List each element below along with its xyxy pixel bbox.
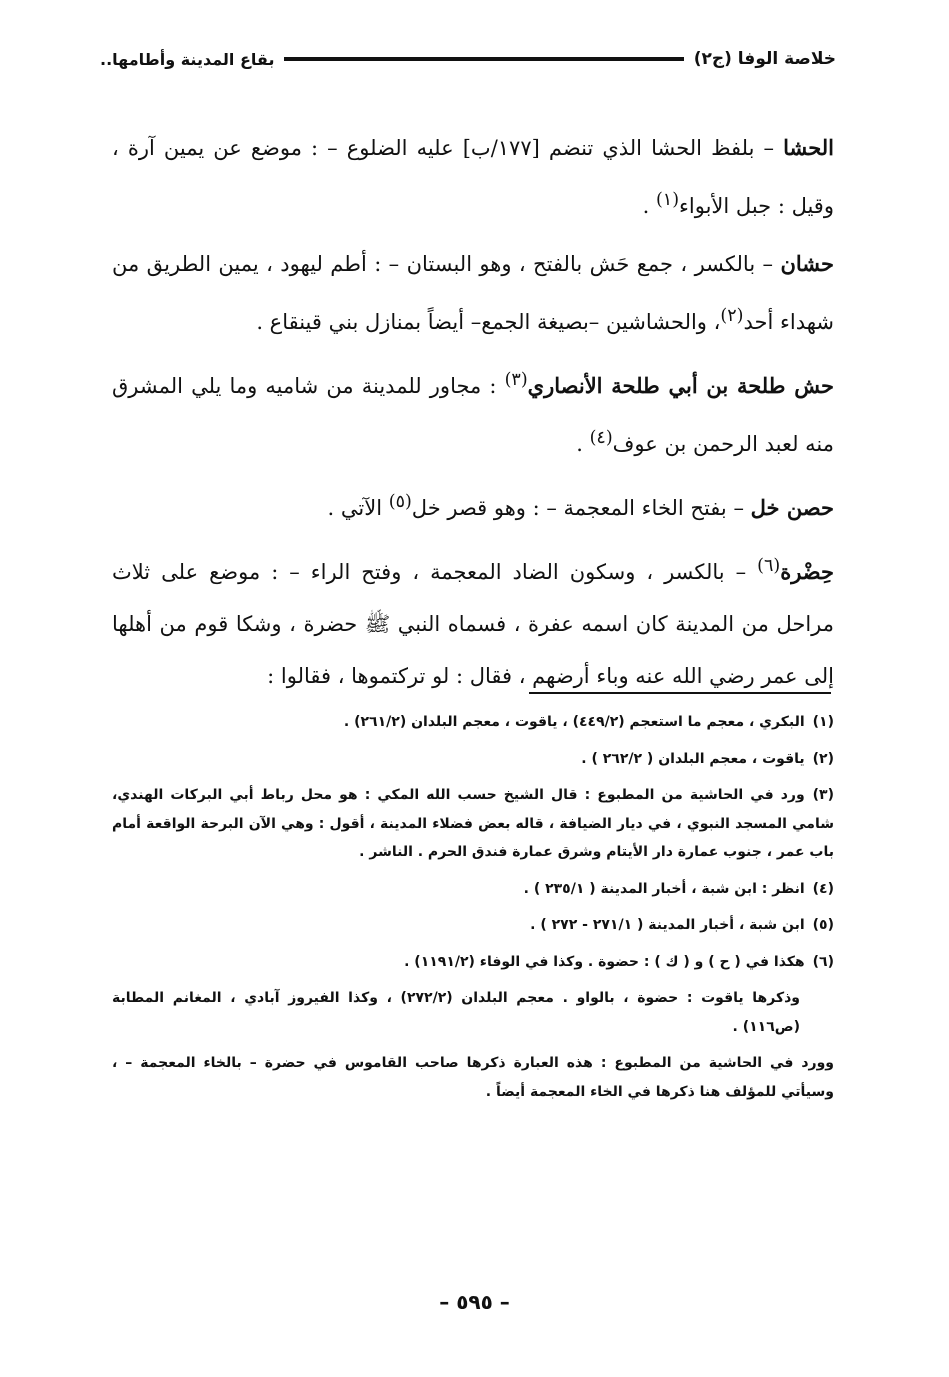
footnote-6-note: وورد في الحاشية من المطبوع : هذه العبارة ذكرها صاحب القاموس في حضرة – بالخاء المعجمة – ، وسيأتي للمؤلف هنا ذكرها في الخاء المعجمة أيضاً .	[112, 1055, 834, 1100]
footnote-text: انظر : ابن شبة ، أخبار المدينة ( ٢٣٥/١ ) .	[523, 880, 805, 897]
entry-text-end: .	[576, 432, 590, 456]
entry-text-end: الآتي .	[327, 496, 389, 520]
footnote-ref[interactable]: (٥)	[388, 492, 412, 512]
entry-headword: حصن خل	[750, 495, 834, 520]
footnote-6	[112, 948, 834, 977]
entry-al-hasha	[112, 122, 834, 232]
footnote-number: (٤)	[812, 880, 834, 897]
entry-text: – بلفظ الحشا الذي تنضم [١٧٧/ب] عليه الضلوع – : موضع عن يمين آرة ، وقيل : جبل الأبواء	[112, 136, 834, 218]
entry-text-end: .	[642, 194, 656, 218]
footnote-text: هكذا في ( ح ) و ( ك ) : حضوة . وكذا في الوفاء (١١٩١/٢) .	[404, 953, 805, 970]
footnote-number: (١)	[812, 714, 834, 730]
footnote-4	[112, 875, 834, 904]
entry-hidra	[112, 540, 834, 702]
footnote-text: ياقوت ، معجم البلدان ( ٢٦٢/٢ ) .	[581, 750, 805, 767]
entry-hash-talha	[112, 354, 834, 470]
footnote-2	[112, 745, 834, 774]
footnote-ref[interactable]: (٣)	[504, 370, 528, 390]
entry-hashshan	[112, 238, 834, 348]
footnote-ref[interactable]: (٢)	[720, 306, 744, 326]
footnote-1	[112, 708, 834, 737]
entry-hisn-khal	[112, 476, 834, 534]
footnote-6-continuation: وذكرها ياقوت : حضوة ، بالواو . معجم البلدان (٢٧٢/٢) ، وكذا الفيروز آبادي ، المغانم المطابة (ص١١٦) .	[112, 990, 800, 1035]
footnote-5	[112, 911, 834, 940]
footnote-separator	[529, 692, 831, 694]
footnote-3	[112, 781, 834, 867]
entry-text: : مجاور للمدينة من شاميه وما يلي المشرق منه لعبد الرحمن بن عوف	[112, 374, 834, 456]
footnote-text: ورد في الحاشية من المطبوع : قال الشيخ حسب الله المكي : هو محل رباط أبي البركات الهندي، شامي المسجد النبوي ، في ديار الضيافة ، قاله بعض فضلاء المدينة ، أقول : وهي الآن البرحة الواقعة أمام باب عمر ، جنوب عمارة دار الأيتام وشرق عمارة فندق الحرم . الناشر .	[112, 787, 834, 860]
entry-headword: حِضْرة	[780, 559, 834, 584]
entry-headword: حشان	[780, 251, 834, 276]
entry-headword: حش طلحة بن أبي طلحة الأنصاري	[527, 373, 834, 398]
main-text	[112, 122, 834, 708]
book-title: خلاصة الوفا (ج٢)	[693, 49, 836, 69]
header-rule	[284, 57, 683, 61]
footnote-number: (٢)	[812, 750, 834, 767]
entry-headword: الحشا	[783, 135, 834, 160]
entry-text: – بالكسر ، جمع حَش بالفتح ، وهو البستان – : أطم ليهود ، يمين الطريق من شهداء أحد	[112, 252, 834, 334]
footnote-number: (٦)	[812, 953, 834, 970]
entry-text: – بالكسر ، وسكون الضاد المعجمة ، وفتح الراء – : موضع على ثلاث مراحل من المدينة كان اسمه عفرة ، فسماه النبي ﷺ حضرة ، وشكا قوم من أهلها إلى عمر رضي الله عنه وباء أرضهم ، فقال : لو تركتموها ، فقالوا :	[112, 560, 834, 688]
footnotes	[112, 708, 834, 1114]
footnote-number: (٣)	[812, 787, 834, 803]
entry-text-end: ، والحشاشين –بصيغة الجمع– أيضاً بمنازل بني قينقاع .	[256, 310, 721, 334]
footnote-ref[interactable]: (١)	[655, 190, 680, 210]
footnote-ref[interactable]: (٤)	[589, 428, 613, 448]
footnote-text: البكري ، معجم ما استعجم (٤٤٩/٢) ، ياقوت ، معجم البلدان (٢٦١/٢) .	[343, 714, 805, 730]
page-number: – ٥٩٥ –	[439, 1290, 510, 1314]
entry-text: – بفتح الخاء المعجمة – : وهو قصر خل	[411, 496, 751, 520]
footnote-text: ابن شبة ، أخبار المدينة ( ٢٧١/١ - ٢٧٢ ) .	[530, 917, 805, 933]
footnote-ref[interactable]: (٦)	[757, 556, 781, 576]
section-title: بقاع المدينة وأطامها..	[100, 49, 275, 69]
running-header	[100, 44, 836, 74]
footnote-number: (٥)	[812, 917, 834, 933]
